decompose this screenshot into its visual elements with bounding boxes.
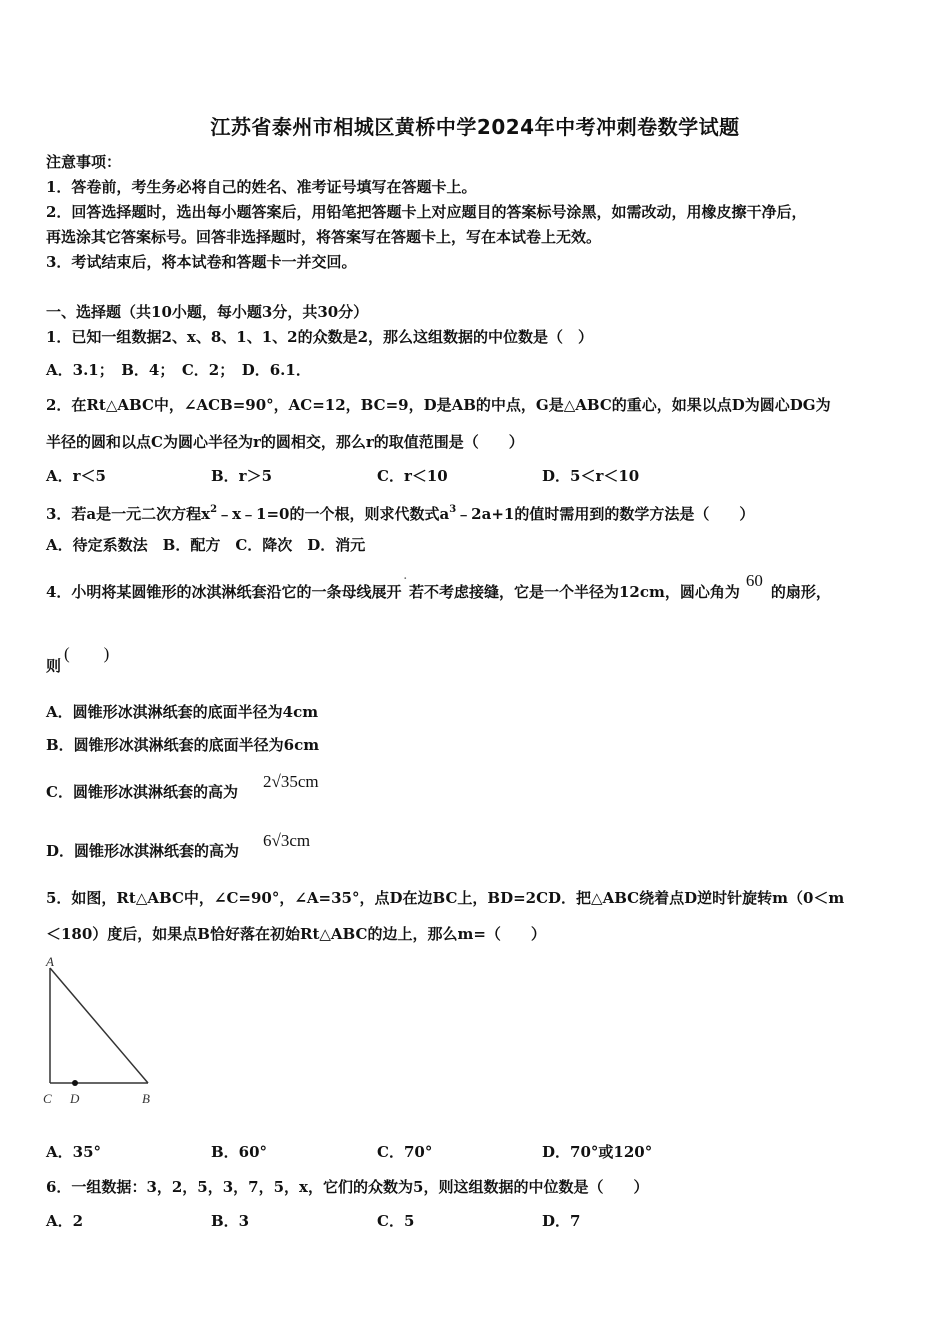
- q3-exponent-1: 2: [210, 504, 218, 515]
- q3-options: A．待定系数法 B．配方 C．降次 D．消元: [46, 536, 366, 554]
- q6-option-b: B．3: [211, 1212, 250, 1230]
- notice-item-2: 2．回答选择题时，选出每小题答案后，用铅笔把答题卡上对应题目的答案标号涂黑，如需改动，用橡皮擦干净后，: [46, 203, 807, 221]
- q5-label-a: A: [46, 954, 54, 969]
- page-title: 江苏省泰州市相城区黄桥中学2024年中考冲刺卷数学试题: [210, 115, 740, 139]
- q4-stem-line2: 则: [46, 657, 62, 675]
- q4-option-a: A．圆锥形冰淇淋纸套的底面半径为4cm: [46, 703, 319, 721]
- notice-heading: 注意事项：: [46, 153, 122, 171]
- q4-stem-line1: [46, 571, 831, 602]
- q5-stem-line2: ＜180）度后，如果点B恰好落在初始Rt△ABC的边上，那么m=（ ）: [46, 925, 546, 943]
- q6-option-c: C．5: [377, 1212, 415, 1230]
- notice-item-2-cont: 再选涂其它答案标号。回答非选择题时，将答案写在答题卡上，写在本试卷上无效。: [46, 228, 602, 246]
- q2-option-c: C．r＜10: [377, 467, 448, 485]
- q4-option-c-formula: 2√35cm: [263, 772, 319, 791]
- q4-angle: 60: [745, 571, 763, 590]
- q6-option-a: A．2: [46, 1212, 84, 1230]
- q3-stem: [46, 500, 754, 524]
- q5-label-b: B: [142, 1091, 150, 1106]
- notice-item-3: 3．考试结束后，将本试卷和答题卡一并交回。: [46, 253, 357, 271]
- q4-stem-part1: 4．小明将某圆锥形的冰淇淋纸套沿它的一条母线展开: [46, 583, 402, 601]
- q5-label-c: C: [43, 1091, 52, 1106]
- q2-option-a: A．r＜5: [46, 467, 106, 485]
- q5-option-c: C．70°: [377, 1143, 433, 1161]
- q3-stem-part1: 3．若a是一元二次方程x: [46, 505, 211, 523]
- q4-answer-blank: ( ): [64, 644, 110, 663]
- q5-option-b: B．60°: [211, 1143, 268, 1161]
- q5-stem-line1: 5．如图，Rt△ABC中，∠C=90°，∠A=35°，点D在边BC上，BD=2CD．把△ABC绕着点D逆时针旋转m（0＜m: [46, 889, 845, 907]
- notice-item-1: 1．答卷前，考生务必将自己的姓名、准考证号填写在答题卡上。: [46, 178, 477, 196]
- section-heading: 一、选择题（共10小题，每小题3分，共30分）: [46, 303, 369, 321]
- q5-side-ab: [50, 968, 148, 1083]
- q5-point-d: [72, 1080, 78, 1086]
- q6-option-d: D．7: [542, 1212, 581, 1230]
- q4-option-c: C．圆锥形冰淇淋纸套的高为: [46, 783, 238, 801]
- q4-stem-part2: 若不考虑接缝，它是一个半径为12cm，圆心角为: [408, 583, 740, 601]
- q3-stem-part2: ﹣x﹣1=0的一个根，则求代数式a: [217, 505, 450, 523]
- q4-option-d: D．圆锥形冰淇淋纸套的高为: [46, 842, 240, 860]
- q6-stem: 6．一组数据：3，2，5，3，7，5，x，它们的众数为5，则这组数据的中位数是（ ）: [46, 1178, 649, 1196]
- q3-stem-part3: ﹣2a+1的值时需用到的数学方法是（ ）: [456, 505, 755, 523]
- q2-option-b: B．r＞5: [211, 467, 273, 485]
- q4-stem-mark: ˙: [401, 575, 409, 593]
- q2-stem-line1: 2．在Rt△ABC中，∠ACB=90°，AC=12，BC=9，D是AB的中点，G是△ABC的重心，如果以点D为圆心DG为: [46, 396, 831, 414]
- q4-option-d-formula: 6√3cm: [263, 831, 311, 850]
- q5-triangle-figure: [38, 950, 162, 1112]
- q4-option-b: B．圆锥形冰淇淋纸套的底面半径为6cm: [46, 736, 320, 754]
- q5-option-d: D．70°或120°: [542, 1143, 653, 1161]
- q1-stem: 1．已知一组数据2、x、8、1、1、2的众数是2，那么这组数据的中位数是（ ）: [46, 328, 594, 346]
- q5-option-a: A．35°: [46, 1143, 102, 1161]
- q1-options: A．3.1； B．4； C．2； D．6.1．: [46, 361, 311, 379]
- q5-label-d: D: [70, 1091, 80, 1106]
- q2-stem-line2: 半径的圆和以点C为圆心半径为r的圆相交，那么r的取值范围是（ ）: [46, 433, 524, 451]
- q3-exponent-2: 3: [449, 504, 457, 515]
- q2-option-d: D．5＜r＜10: [542, 467, 640, 485]
- q4-stem-part3: 的扇形，: [770, 583, 831, 601]
